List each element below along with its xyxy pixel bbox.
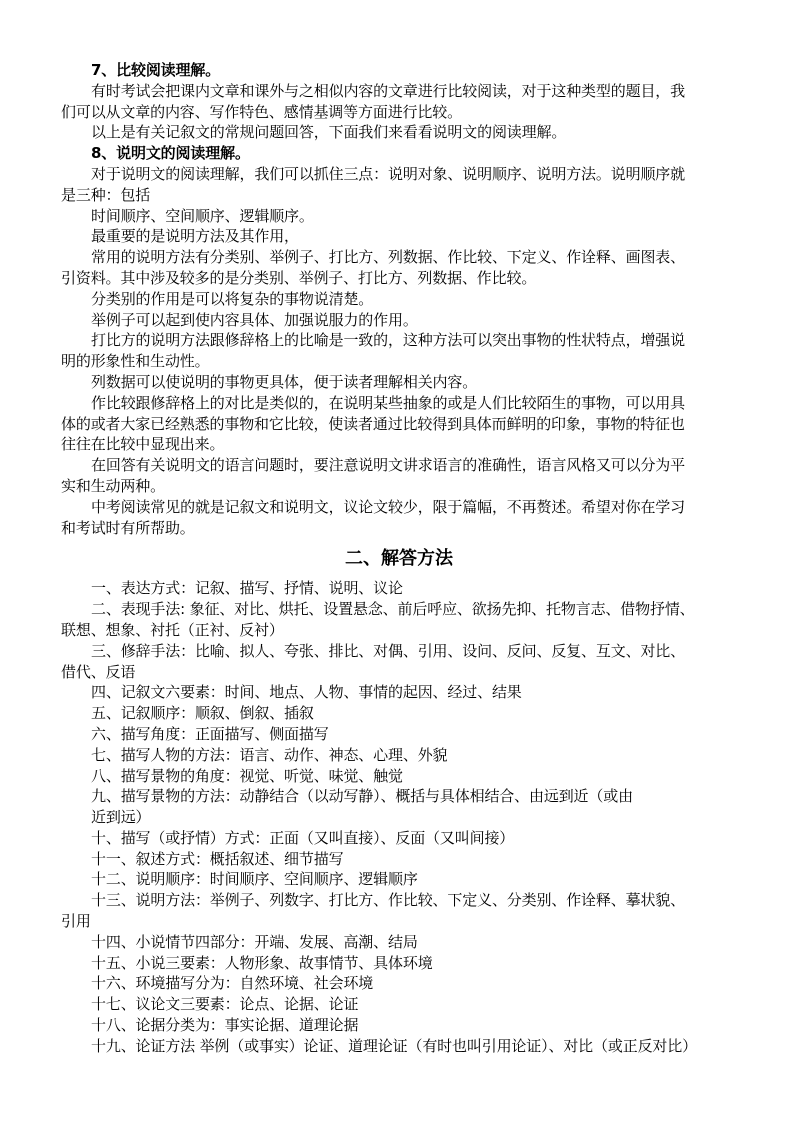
list-item-continuation: 引用 <box>61 912 91 931</box>
list-item-continuation: 近到远） <box>91 808 151 827</box>
list-item: 十二、说明顺序：时间顺序、空间顺序、逻辑顺序 <box>91 870 418 889</box>
list-item-continuation: 借代、反语 <box>61 662 136 681</box>
list-item: 七、描写人物的方法：语言、动作、神态、心理、外貌 <box>91 745 448 764</box>
heading-expository-reading: 8、说明文的阅读理解。 <box>91 144 250 163</box>
paragraph-line: 往往在比较中显现出来。 <box>61 435 225 454</box>
list-item: 十九、论证方法 举例（或事实）论证、道理论证（有时也叫引用论证）、对比（或正反对比） <box>91 1036 697 1055</box>
paragraph-line: 分类别的作用是可以将复杂的事物说清楚。 <box>91 289 374 308</box>
paragraph-line: 中考阅读常见的就是记叙文和说明文，议论文较少，限于篇幅，不再赘述。希望对你在学习 <box>91 497 686 516</box>
list-item-continuation: 联想、想象、衬托（正衬、反衬） <box>61 620 284 639</box>
list-item: 九、描写景物的方法：动静结合（以动写静）、概括与具体相结合、由远到近（或由 <box>91 787 633 806</box>
paragraph-line: 们可以从文章的内容、写作特色、感情基调等方面进行比较。 <box>61 102 462 121</box>
list-item: 二、表现手法: 象征、对比、烘托、设置悬念、前后呼应、欲扬先抑、托物言志、借物抒情、 <box>91 600 695 619</box>
paragraph-line: 实和生动两种。 <box>61 476 165 495</box>
paragraph-line: 在回答有关说明文的语言问题时，要注意说明文讲求语言的准确性，语言风格又可以分为平 <box>91 456 686 475</box>
list-item: 三、修辞手法：比喻、拟人、夸张、排比、对偶、引用、设问、反问、反复、互文、对比、 <box>91 641 686 660</box>
list-item: 十一、叙述方式：概括叙述、细节描写 <box>91 849 344 868</box>
list-item: 十五、小说三要素：人物形象、故事情节、具体环境 <box>91 953 433 972</box>
paragraph-line: 明的形象性和生动性。 <box>61 352 210 371</box>
paragraph-line: 有时考试会把课内文章和课外与之相似内容的文章进行比较阅读，对于这种类型的题目，我 <box>91 81 686 100</box>
list-item: 十、描写（或抒情）方式：正面（又叫直接）、反面（又叫间接） <box>91 828 515 847</box>
list-item: 十三、说明方法：举例子、列数字、打比方、作比较、下定义、分类别、作诠释、摹状貌、 <box>91 891 686 910</box>
list-item: 十八、论据分类为：事实论据、道理论据 <box>91 1016 359 1035</box>
paragraph-line: 引资料。其中涉及较多的是分类别、举例子、打比方、列数据、作比较。 <box>61 268 537 287</box>
paragraph-line: 作比较跟修辞格上的对比是类似的，在说明某些抽象的或是人们比较陌生的事物，可以用具 <box>91 393 686 412</box>
paragraph-line: 常用的说明方法有分类别、举例子、打比方、列数据、作比较、下定义、作诠释、画图表、 <box>91 248 686 267</box>
paragraph-line: 打比方的说明方法跟修辞格上的比喻是一致的，这种方法可以突出事物的性状特点，增强说 <box>91 331 686 350</box>
list-item: 八、描写景物的角度：视觉、听觉、味觉、触觉 <box>91 766 403 785</box>
list-item: 五、记叙顺序：顺叙、倒叙、插叙 <box>91 704 314 723</box>
list-item: 四、记叙文六要素：时间、地点、人物、事情的起因、经过、结果 <box>91 683 522 702</box>
paragraph-line: 时间顺序、空间顺序、逻辑顺序。 <box>91 206 314 225</box>
list-item: 十四、小说情节四部分：开端、发展、高潮、结局 <box>91 932 418 951</box>
paragraph-line: 最重要的是说明方法及其作用， <box>91 227 299 246</box>
list-item: 一、表达方式：记叙、描写、抒情、说明、议论 <box>91 579 403 598</box>
paragraph-line: 举例子可以起到使内容具体、加强说服力的作用。 <box>91 310 418 329</box>
paragraph-line: 列数据可以使说明的事物更具体，便于读者理解相关内容。 <box>91 372 478 391</box>
list-item: 十六、环境描写分为：自然环境、社会环境 <box>91 974 374 993</box>
paragraph-line: 和考试时有所帮助。 <box>61 518 195 537</box>
document-page <box>61 60 737 1057</box>
paragraph-line: 以上是有关记叙文的常规问题回答，下面我们来看看说明文的阅读理解。 <box>91 123 567 142</box>
section-title: 二、解答方法 <box>345 548 453 570</box>
heading-comparative-reading: 7、比较阅读理解。 <box>91 61 221 79</box>
list-item: 十七、议论文三要素：论点、论据、论证 <box>91 995 359 1014</box>
paragraph-line: 体的或者大家已经熟悉的事物和它比较，使读者通过比较得到具体而鲜明的印象，事物的特征也 <box>61 414 685 433</box>
paragraph-line: 是三种：包括 <box>61 185 151 204</box>
paragraph-line: 对于说明文的阅读理解，我们可以抓住三点：说明对象、说明顺序、说明方法。说明顺序就 <box>91 164 686 183</box>
list-item: 六、描写角度：正面描写、侧面描写 <box>91 724 329 743</box>
